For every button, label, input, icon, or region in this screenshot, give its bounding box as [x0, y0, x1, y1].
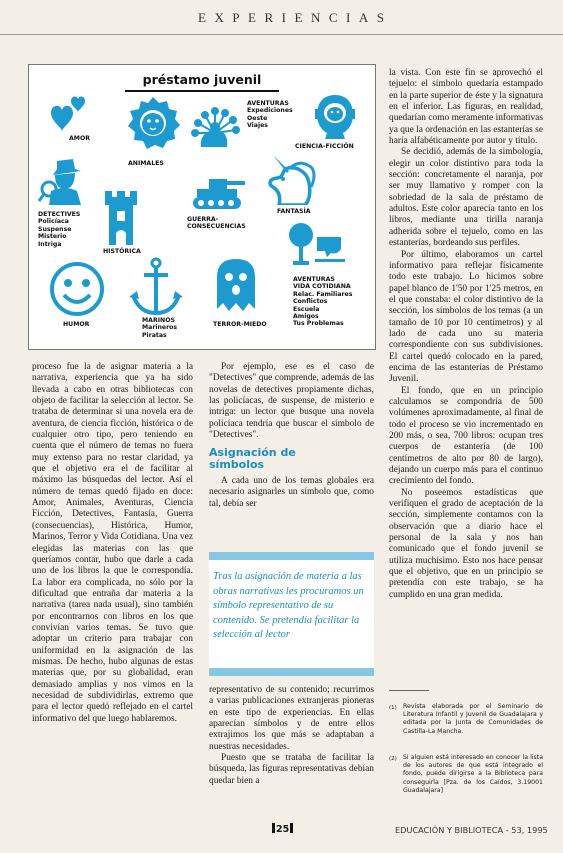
pull-quote-bar [209, 668, 374, 676]
body-column-2-bottom [209, 685, 374, 787]
page-number-bar [290, 823, 293, 833]
label-guerra-consecuencias: GUERRA- CONSECUENCIAS [187, 216, 246, 231]
section-heading [209, 447, 369, 471]
label-vida-cotidiana: AVENTURAS VIDA COTIDIANA Relac. Familiares Conflictos Escuela Amigos Tus Problemas [293, 276, 353, 328]
smiley-icon [49, 261, 105, 317]
unicorn-icon [265, 153, 317, 205]
page-number-bar [272, 823, 275, 833]
paragraph: Puesto que se trataba de facilitar la búsqueda, las figuras representativas debían quedar bien a [209, 753, 374, 786]
label-humor: HUMOR [63, 321, 90, 328]
page-number [271, 823, 294, 835]
label-historica: HISTÓRICA [103, 248, 141, 255]
paragraph: la vista. Con este fin se aprovechó el tejuelo: el símbolo quedaría estampado en la parte superior de éste y la signatura en el inferior. Las figuras, en realidad, quedarían como meramente informativas ya que la ordenación en las estanterías se haría alfabéticamente por autor y título. [389, 68, 543, 147]
label-marinos: MARINOS Marineros Piratas [142, 317, 178, 339]
label-fantasia: FANTASÍA [277, 208, 311, 215]
label-animales: ANIMALES [128, 160, 164, 167]
tank-icon [189, 171, 245, 211]
pull-quote-text: Tras la asignación de materia a las obras narrativas les procuramos un símbolo representativo de su contenido. Se pretendía facilitar la selección al lector [213, 571, 364, 640]
pull-quote [209, 552, 374, 676]
journal-footer: EDUCACIÓN Y BIBLIOTECA - 53, 1995 [395, 825, 548, 835]
footnote-rule [389, 690, 429, 691]
peacock-icon [185, 103, 241, 155]
poster-title: préstamo juvenil [142, 72, 262, 87]
label-detectives: DETECTIVES Policíaca Suspense Misterio Intriga [38, 211, 81, 248]
pull-quote-bar [209, 552, 374, 560]
paragraph: representativo de su contenido; recurrimos a varias publicaciones extranjeras pioneras en este tipo de experiencias. En ellas aparecían símbolos y de entre ellos extrajimos los que más se adaptaban a nuestras necesidades. [209, 685, 374, 752]
footnote: Revista elaborada por el Seminario de Literatura Infantil y Juvenil de Guadalajara y editada por la Junta de Comunidades de Castilla-La Mancha. [403, 703, 543, 735]
paragraph: A cada uno de los temas globales era necesario asignarles un símbolo que, como tal, debía ser [209, 476, 374, 509]
footnote-mark: (1) [389, 705, 397, 711]
detective-icon [37, 155, 85, 205]
body-column-2-top [209, 362, 374, 441]
heading-line: Asignación de [209, 446, 296, 459]
paragraph: El fondo, que en un principio calculamos se compondría de 500 volúmenes aproximadamente, al final de todo el proceso se vio incrementado en 200 más, o sea, 700 libros: ocupan tres cuerpos de estantería (de 100 centímetros de alto por 80 de largo), dejando un cuerpo más para el continuo crecimiento del fondo. [389, 385, 543, 487]
tower-icon [103, 189, 139, 245]
hearts-icon [47, 93, 87, 135]
label-terror-miedo: TERROR-MIEDO [213, 321, 267, 328]
body-column-1 [32, 362, 193, 725]
globe-icon [287, 219, 347, 273]
label-amor: AMOR [69, 135, 90, 142]
ghost-icon [213, 257, 259, 313]
label-aventuras: AVENTURAS Expediciones Oeste Viajes [247, 100, 293, 130]
astronaut-icon [313, 91, 357, 141]
running-header: EXPERIENCIAS [198, 10, 393, 25]
footnote: Si alguien está interesado en conocer la lista de los autores de que está integrado el fondo, puede dirigirse a la Biblioteca para conseguirla [Pza. de los Caídos, 3.19001 Guadalajara] [403, 754, 543, 794]
body-column-2-mid [209, 476, 374, 510]
body-column-3 [389, 68, 543, 601]
label-ciencia-ficcion: CIENCIA-FICCIÓN [295, 143, 354, 150]
anchor-icon [129, 257, 183, 315]
paragraph: proceso fue la de asignar materia a la narrativa, experiencia que ya ha sido llevada a cabo en otras bibliotecas con objeto de facilitar la selección al lector. Se trataba de determinar si una novela era de aventura, de ciencia ficción, histórica o de cualquier otro tipo, pero teniendo en cuenta que el número de temas no fuera muy extenso para no restar claridad, ya que el objetivo era el de facilitar al máximo las búsquedas del lector. Así el número de temas quedó fijado en doce: Amor, Animales, Aventuras, Ciencia Ficción, Detectives, Fantasía, Guerra (consecuencias), Histórica, Humor, Marinos, Terror y Vida Cotidiana. Una vez elegidas las materias con las que queríamos contar, hubo que darle a cada uno de los libros la que le correspondía. La labor era complicada, no sólo por la dificultad que entraña dar materia a la narrativa (tarea nada usual), sino también por encontrarnos con libros en los que convivían varios temas. Se tuvo que adoptar un criterio para trabajar con uniformidad en la asignación de las mismas. De hecho, hubo algunas de estas materias que, por su globalidad, eran demasiado amplias y nos vimos en la necesidad de subdividirlas, extremo que para el lector quedó reflejado en el cartel informativo del que luego hablaremos. [32, 362, 193, 724]
heading-line: símbolos [209, 458, 265, 471]
paragraph: No poseemos estadísticas que verifiquen el grado de aceptación de la sección, simplemente contamos con la observación que a diario hace el personal de la sala y nos han comunicado que el fondo juvenil se utiliza muchísimo. Esto nos hace pensar que el objetivo, que en un principio se pretendía con este trabajo, se ha cumplido en una gran medida. [389, 487, 543, 600]
paragraph: Por último, elaboramos un cartel informativo para reflejar físicamente todo este trabajo. Lo hicimos sobre papel blanco de 1'50 por 1'25 metros, en el que constaba: el color distintivo de la sección, los símbolos de los temas (a un tamaño de 10 por 10 centímetros) y al lado de cada uno su materia correspondiente con sus subdivisiones. El cartel quedó colocado en la pared, encima de las estanterías de Préstamo Juvenil. [389, 249, 543, 385]
page-number-value: 25 [276, 824, 290, 835]
footnote-mark: (2) [389, 756, 397, 762]
poster-title-rule [125, 90, 279, 92]
prestamo-juvenil-poster [28, 64, 376, 350]
paragraph: Se decidió, además de la simbología, elegir un color distintivo para toda la sección: concretamente el naranja, por ser muy llamativo y romper con la sobriedad de la sala de préstamo de adultos. Este color aparecía tanto en los libros, mediante una tirilla naranja adherida sobre el tejuelo, como en las estanterías, bordeando sus perfiles. [389, 147, 543, 249]
header-rule [0, 34, 563, 35]
lion-icon [125, 95, 181, 151]
paragraph: Por ejemplo, ese es el caso de "Detectives" que comprende, además de las novelas de detectives propiamente dichas, las policíacas, de suspense, de misterio e intriga: un lector que busque una novela policíaca tendría que buscar el símbolo de "Detectives". [209, 362, 374, 441]
